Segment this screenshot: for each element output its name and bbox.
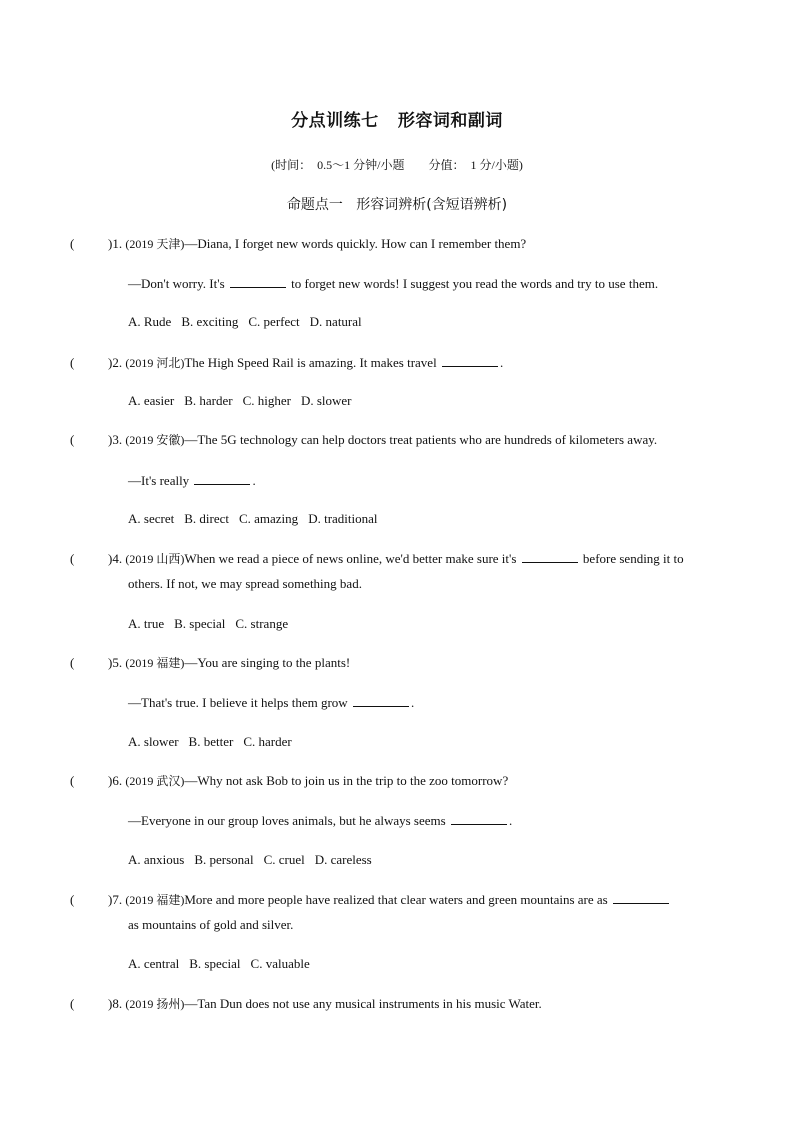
answer-bracket[interactable]: ( — [70, 892, 75, 907]
answer-blank — [442, 354, 498, 367]
question-3-options: A. secret B. direct C. amazing D. traditional — [128, 511, 378, 526]
answer-bracket[interactable]: ( — [70, 432, 75, 447]
answer-bracket[interactable]: ( — [70, 773, 75, 788]
question-1-line-2: —Don't worry. It's to forget new words! I suggest you read the words and try to use them. — [128, 276, 659, 291]
question-6-options: A. anxious B. personal C. cruel D. careless — [128, 852, 372, 867]
answer-blank — [194, 472, 250, 485]
section-heading: 命题点一 形容词辨析(含短语辨析) — [286, 197, 508, 213]
question-2-options: A. easier B. harder C. higher D. slower — [128, 393, 352, 408]
page-title: 分点训练七 形容词和副词 — [291, 111, 503, 131]
question-4: ( )4. (2019 山西)When we read a piece of news online, we'd better make sure it's before sending it to — [70, 551, 684, 566]
page-subtitle: (时间： 0.5～1 分钟/小题 分值： 1 分/小题) — [271, 158, 523, 172]
answer-bracket[interactable]: ( — [70, 355, 75, 370]
question-6-line-2: —Everyone in our group loves animals, but he always seems . — [128, 813, 513, 828]
answer-blank — [353, 694, 409, 707]
answer-bracket[interactable]: ( — [70, 655, 75, 670]
question-7-line-2: as mountains of gold and silver. — [128, 917, 294, 932]
question-1: ( )1. (2019 天津)—Diana, I forget new words quickly. How can I remember them? — [70, 236, 527, 251]
answer-blank — [451, 812, 507, 825]
question-5: ( )5. (2019 福建)—You are singing to the plants! — [70, 655, 351, 670]
question-3-line-2: —It's really . — [128, 473, 256, 488]
question-2: ( )2. (2019 河北)The High Speed Rail is amazing. It makes travel . — [70, 355, 504, 370]
question-4-options: A. true B. special C. strange — [128, 616, 289, 631]
answer-blank — [613, 891, 669, 904]
answer-bracket[interactable]: ( — [70, 996, 75, 1011]
question-7: ( )7. (2019 福建)More and more people have realized that clear waters and green mountains are as — [70, 891, 671, 908]
question-7-options: A. central B. special C. valuable — [128, 956, 310, 971]
question-5-options: A. slower B. better C. harder — [128, 734, 292, 749]
answer-blank — [522, 550, 578, 563]
question-4-line-2: others. If not, we may spread something bad. — [128, 576, 362, 591]
question-5-line-2: —That's true. I believe it helps them grow . — [128, 695, 415, 710]
answer-blank — [230, 275, 286, 288]
question-8: ( )8. (2019 扬州)—Tan Dun does not use any musical instruments in his music Water. — [70, 996, 542, 1011]
question-1-options: A. Rude B. exciting C. perfect D. natural — [128, 314, 362, 329]
answer-bracket[interactable]: ( — [70, 236, 75, 251]
question-3: ( )3. (2019 安徽)—The 5G technology can help doctors treat patients who are hundreds of kilometers away. — [70, 432, 658, 447]
question-6: ( )6. (2019 武汉)—Why not ask Bob to join us in the trip to the zoo tomorrow? — [70, 773, 509, 788]
answer-bracket[interactable]: ( — [70, 551, 75, 566]
